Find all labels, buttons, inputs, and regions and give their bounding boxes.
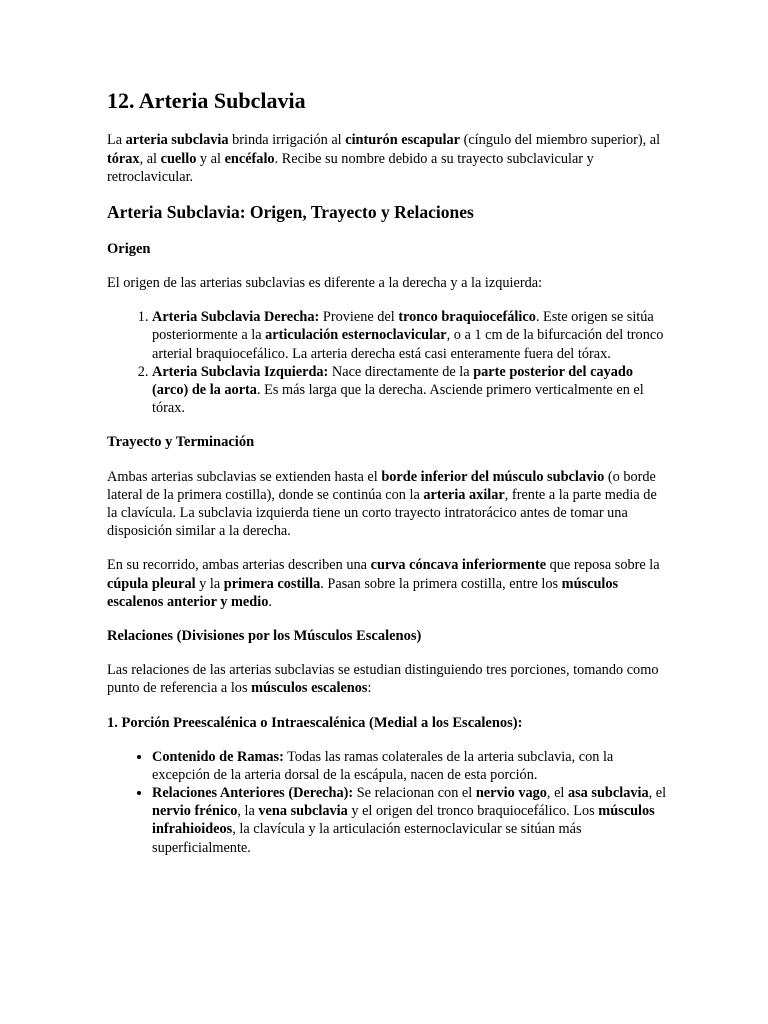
- list-item: • Contenido de Ramas: Todas las ramas colaterales de la arteria subclavia, con la excepción de la arteria dorsal de la escápula, nacen de esta porción.: [152, 748, 667, 784]
- bold-term: cinturón escapular: [345, 132, 460, 149]
- section-heading: Arteria Subclavia: Origen, Trayecto y Relaciones: [107, 202, 474, 222]
- origen-heading: Origen: [107, 240, 151, 257]
- bold-term: Contenido de Ramas:: [152, 748, 284, 765]
- bold-term: Relaciones Anteriores (Derecha):: [152, 785, 354, 802]
- porcion-heading: 1. Porción Preescalénica o Intraescalénica (Medial a los Escalenos):: [107, 714, 523, 731]
- bold-term: músculos escalenos anterior y medio: [107, 575, 619, 610]
- bold-term: cúpula pleural: [107, 575, 196, 592]
- bold-term: Arteria Subclavia Izquierda:: [152, 363, 329, 380]
- bold-term: cuello: [160, 150, 197, 167]
- bold-term: primera costilla: [223, 575, 321, 592]
- trayecto-heading: Trayecto y Terminación: [107, 434, 255, 451]
- bold-term: asa subclavia: [567, 785, 649, 802]
- list-item: 1. Arteria Subclavia Derecha: Proviene del tronco braquiocefálico. Este origen se sitúa posteriormente a la articulación esternoclavicular, o a 1 cm de la bifurcación del tronco arterial braquiocefálico. La arteria derecha está casi enteramente fuera del tórax.: [152, 308, 667, 363]
- list-item: • Relaciones Anteriores (Derecha): Se relacionan con el nervio vago, el asa subclavia, el nervio frénico, la vena subclavia y el origen del tronco braquiocefálico. Los músculos infrahioideos, la clavícula y la articulación esternoclavicular se sitúan más superficialmente.: [152, 784, 667, 857]
- intro-paragraph: La arteria subclavia brinda irrigación al cinturón escapular (cíngulo del miembro superior), al tórax, al cuello y al encéfalo. Recibe su nombre debido a su trayecto subclavicular y retroclavicular.: [107, 132, 661, 185]
- bold-term: encéfalo: [224, 150, 275, 167]
- bold-term: nervio frénico: [152, 803, 238, 820]
- origen-intro: El origen de las arterias subclavias es diferente a la derecha y a la izquierda:: [107, 275, 543, 291]
- bold-term: arteria axilar: [423, 486, 505, 503]
- relaciones-heading: Relaciones (Divisiones por los Músculos Escalenos): [107, 627, 422, 644]
- relaciones-intro: Las relaciones de las arterias subclavias se estudian distinguiendo tres porciones, tomando como punto de referencia a los músculos escalenos:: [107, 662, 659, 697]
- bold-term: arteria subclavia: [125, 132, 229, 149]
- document-page: [107, 88, 667, 873]
- page-title: 12. Arteria Subclavia: [107, 88, 306, 113]
- bold-term: vena subclavia: [258, 803, 348, 820]
- porcion-list: [107, 748, 667, 857]
- origen-list: [107, 308, 667, 417]
- trayecto-paragraph-2: En su recorrido, ambas arterias describen una curva cóncava inferiormente que reposa sobre la cúpula pleural y la primera costilla. Pasan sobre la primera costilla, entre los músculos escalenos anterior y medio.: [107, 557, 660, 610]
- bold-term: músculos infrahioideos: [152, 803, 655, 838]
- bold-term: tórax: [107, 150, 140, 167]
- bold-term: curva cóncava inferiormente: [370, 557, 547, 574]
- bold-term: parte posterior del cayado (arco) de la aorta: [152, 363, 633, 399]
- list-item: 2. Arteria Subclavia Izquierda: Nace directamente de la parte posterior del cayado (arco) de la aorta. Es más larga que la derecha. Asciende primero verticalmente en el tórax.: [152, 363, 667, 418]
- bold-term: nervio vago: [475, 785, 547, 802]
- bold-term: tronco braquiocefálico: [398, 309, 536, 326]
- bold-term: músculos escalenos: [251, 680, 368, 697]
- trayecto-paragraph-1: Ambas arterias subclavias se extienden hasta el borde inferior del músculo subclavio (o borde lateral de la primera costilla), donde se continúa con la arteria axilar, frente a la parte media de la clavícula. La subclavia izquierda tiene un corto trayecto intratorácico antes de tomar una disposición similar a la derecha.: [107, 468, 657, 540]
- bold-term: articulación esternoclavicular: [265, 327, 447, 344]
- bold-term: borde inferior del músculo subclavio: [381, 468, 605, 485]
- bold-term: Arteria Subclavia Derecha:: [152, 309, 320, 326]
